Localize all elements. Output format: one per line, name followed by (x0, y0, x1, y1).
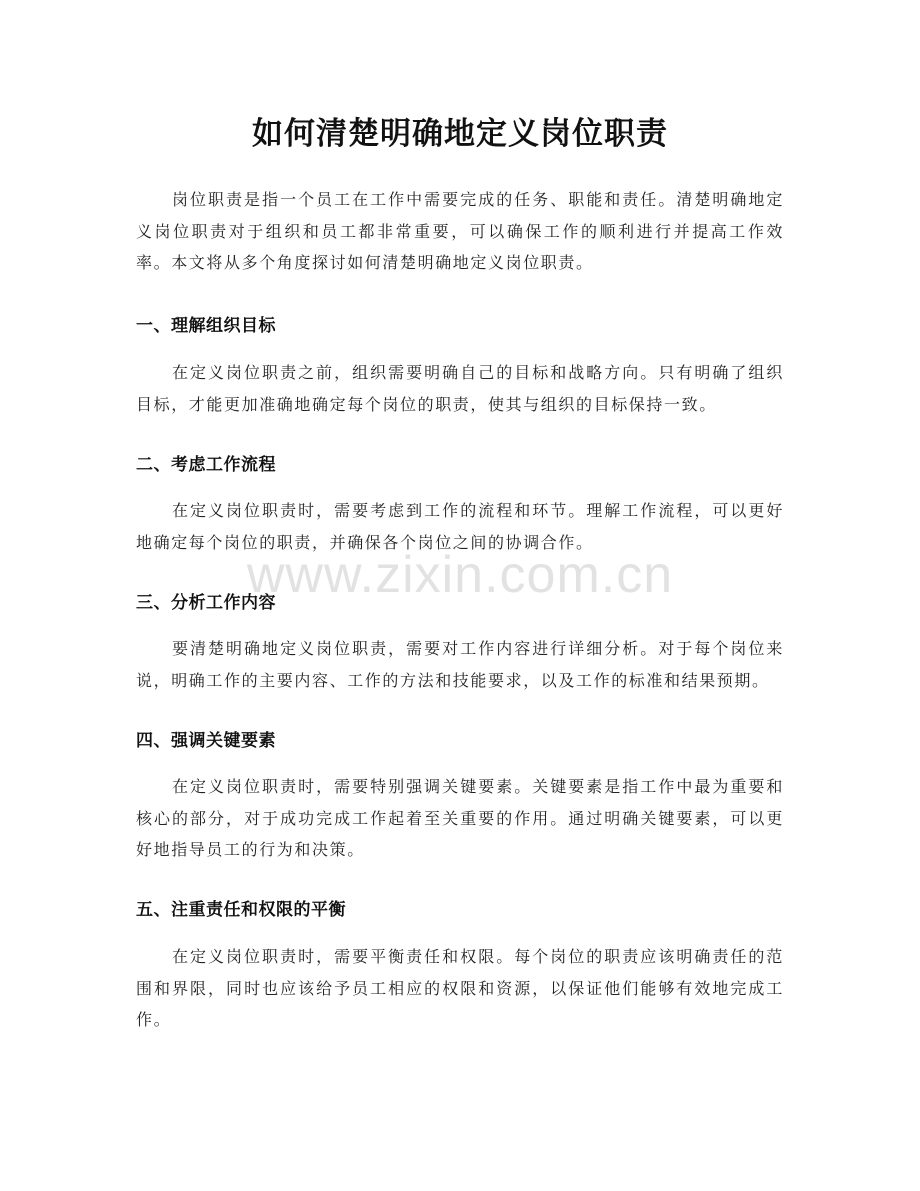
watermark-text: www.zixin.com.cn (246, 546, 674, 604)
section-heading-3: 三、分析工作内容 (136, 593, 276, 613)
intro-paragraph: 岗位职责是指一个员工在工作中需要完成的任务、职能和责任。清楚明确地定义岗位职责对于组织和员工都非常重要，可以确保工作的顺利进行并提高工作效率。本文将从多个角度探讨如何清楚明确地定义岗位职责。 (136, 190, 784, 272)
section-body-4: 在定义岗位职责时，需要特别强调关键要素。关键要素是指工作中最为重要和核心的部分，对于成功完成工作起着至关重要的作用。通过明确关键要素，可以更好地指导员工的行为和决策。 (136, 777, 784, 859)
section-body-3: 要清楚明确地定义岗位职责，需要对工作内容进行详细分析。对于每个岗位来说，明确工作的主要内容、工作的方法和技能要求，以及工作的标准和结果预期。 (136, 639, 784, 690)
section-body-1: 在定义岗位职责之前，组织需要明确自己的目标和战略方向。只有明确了组织目标，才能更加准确地确定每个岗位的职责，使其与组织的目标保持一致。 (136, 363, 784, 414)
section-body-5: 在定义岗位职责时，需要平衡责任和权限。每个岗位的职责应该明确责任的范围和界限，同时也应该给予员工相应的权限和资源，以保证他们能够有效地完成工作。 (136, 947, 784, 1029)
section-heading-1: 一、理解组织目标 (136, 316, 276, 336)
section-body-2: 在定义岗位职责时，需要考虑到工作的流程和环节。理解工作流程，可以更好地确定每个岗位的职责，并确保各个岗位之间的协调合作。 (136, 501, 784, 552)
section-heading-2: 二、考虑工作流程 (136, 455, 276, 475)
document-title: 如何清楚明确地定义岗位职责 (252, 116, 668, 152)
section-heading-4: 四、强调关键要素 (136, 731, 276, 751)
section-heading-5: 五、注重责任和权限的平衡 (136, 900, 346, 920)
